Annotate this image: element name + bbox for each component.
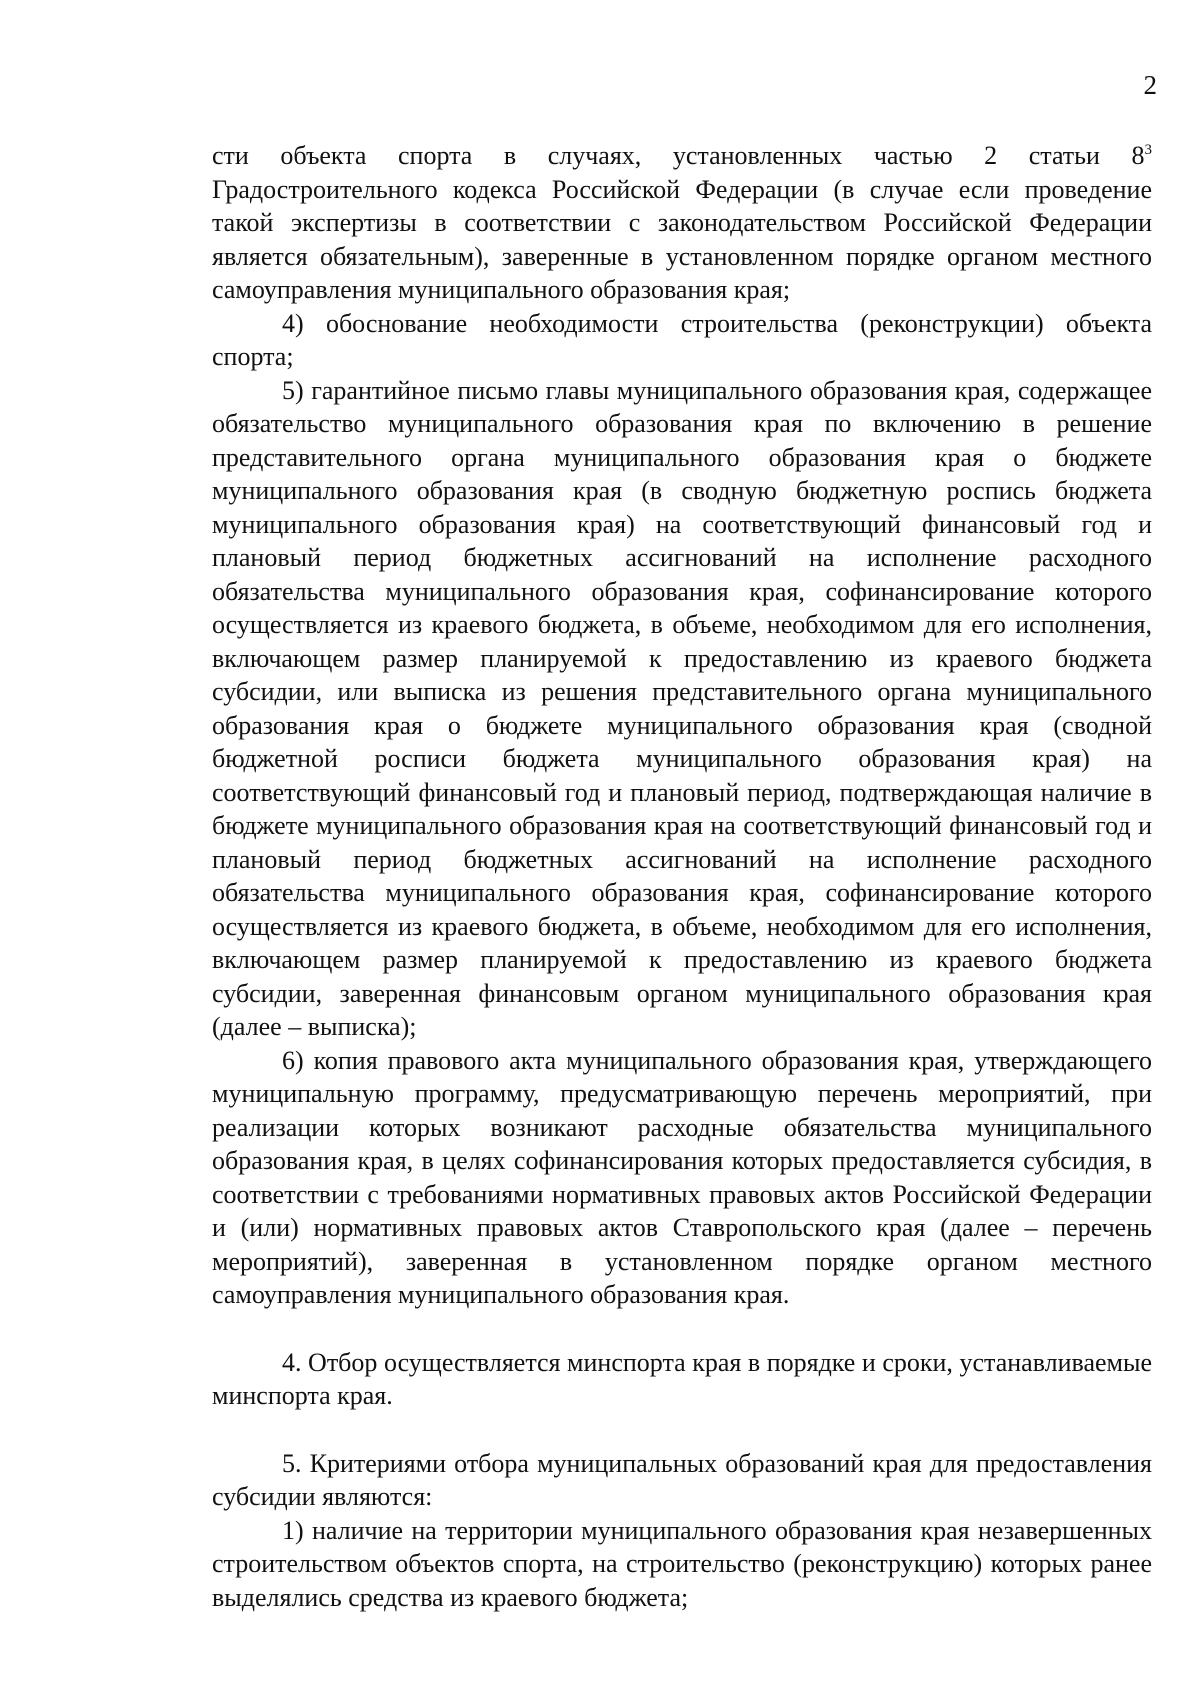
document-body xyxy=(212,139,1152,1614)
paragraph-text-before-superscript: сти объекта спорта в случаях, установленных частью 2 статьи 8 xyxy=(212,141,1145,170)
page-number: 2 xyxy=(1143,70,1157,100)
paragraph-item-4-justification: 4) обоснование необходимости строительства (реконструкции) объекта спорта; xyxy=(212,308,1152,371)
paragraph-section-4-selection: 4. Отбор осуществляется минспорта края в порядке и сроки, устанавливаемые минспорта края. xyxy=(212,1347,1152,1410)
paragraph-expertise-continuation xyxy=(212,139,1152,307)
paragraph-section-5-criteria: 5. Критериями отбора муниципальных образований края для предоставления субсидии являются: xyxy=(212,1448,1152,1511)
superscript-article-number: 3 xyxy=(1144,142,1152,158)
paragraph-item-6-legal-act-copy: 6) копия правового акта муниципального образования края, утверждающего муниципальную программу, предусматривающую перечень мероприятий, при реализации которых возникают расходные обязательства муниципального образования края, в целях софинансирования которых предоставляется субсидия, в соответствии с требованиями нормативных правовых актов Российской Федерации и (или) нормативных правовых актов Ставропольского края (далее – перечень мероприятий), заверенная в установленном порядке органом местного самоуправления муниципального образования края. xyxy=(212,1045,1152,1309)
paragraph-text-after-superscript: Градостроительного кодекса Российской Федерации (в случае если проведение такой экспертизы в соответствии с законодательством Российской Федерации является обязательным), заверенные в установленном порядке органом местного самоуправления муниципального образования края; xyxy=(212,174,1152,304)
paragraph-item-5-guarantee-letter: 5) гарантийное письмо главы муниципального образования края, содержащее обязательство муниципального образования края по включению в решение представительного органа муниципального образования края о бюджете муниципального образования края (в сводную бюджетную роспись бюджета муниципального образования края) на соответствующий финансовый год и плановый период бюджетных ассигнований на исполнение расходного обязательства муниципального образования края, софинансирование которого осуществляется из краевого бюджета, в объеме, необходимом для его исполнения, включающем размер планируемой к предоставлению из краевого бюджета субсидии, или выписка из решения представительного органа муниципального образования края о бюджете муниципального образования края (сводной бюджетной росписи бюджета муниципального образования края) на соответствующий финансовый год и плановый период, подтверждающая наличие в бюджете муниципального образования края на соответствующий финансовый год и плановый период бюджетных ассигнований на исполнение расходного обязательства муниципального образования края, софинансирование которого осуществляется из краевого бюджета, в объеме, необходимом для его исполнения, включающем размер планируемой к предоставлению из краевого бюджета субсидии, заверенная финансовым органом муниципального образования края (далее – выписка); xyxy=(212,375,1152,1041)
paragraph-criterion-1: 1) наличие на территории муниципального образования края незавершенных строительством объектов спорта, на строительство (реконструкцию) которых ранее выделялись средства из краевого бюджета; xyxy=(212,1515,1152,1612)
